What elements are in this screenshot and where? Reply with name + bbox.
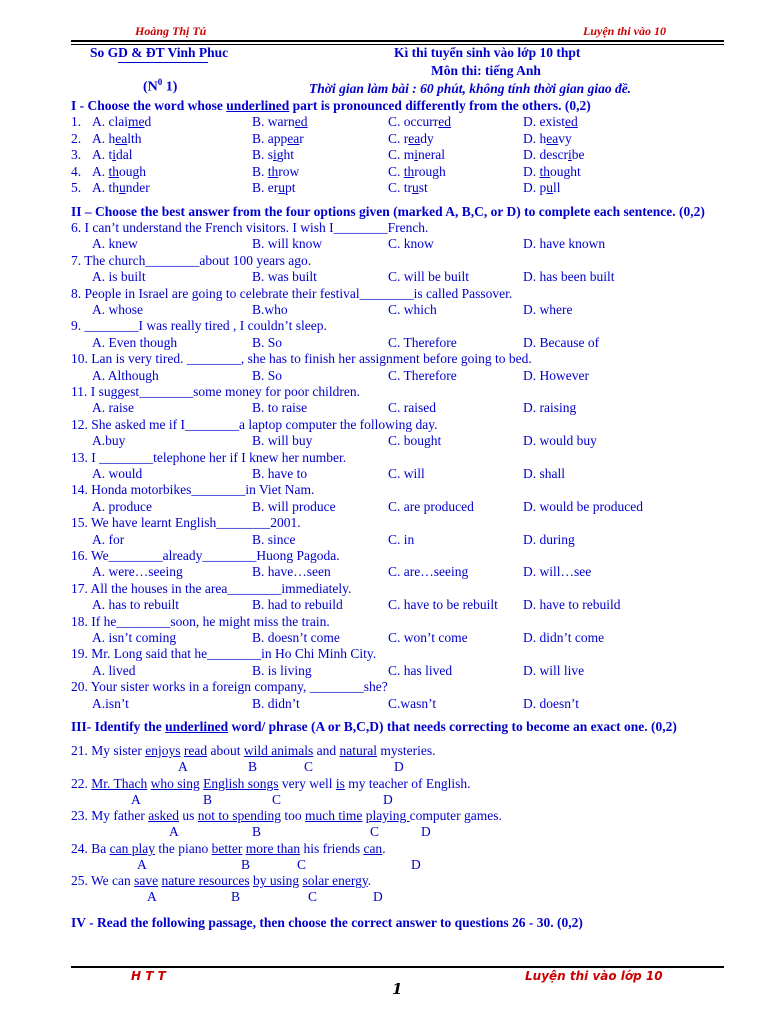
answer-option: A.buy — [92, 433, 126, 449]
section1-option: B. warned — [252, 114, 308, 129]
header-author: Hoàng Thị Tú — [135, 24, 207, 38]
dept-underline — [118, 62, 208, 63]
section1-item-number: 2. — [71, 130, 82, 146]
answer-option: C. which — [388, 302, 437, 317]
answer-option: A. raise — [92, 400, 134, 416]
answer-option: B. So — [252, 334, 283, 350]
question-text: 7. The church________about 100 years ago. — [71, 252, 312, 268]
section4-heading: IV - Read the following passage, then choose the correct answer to questions 26 - 30. (0,2) — [71, 915, 583, 930]
answer-option: C. will be built — [388, 269, 469, 285]
underlined-segment: much time — [305, 808, 363, 823]
section1-option: D. thought — [523, 163, 581, 179]
answer-option: D. doesn’t — [523, 695, 579, 711]
question-text: 20. Your sister works in a foreign company, ________she? — [71, 679, 388, 695]
error-sentence: 24. Ba can play the piano better more than his friends can. — [71, 841, 386, 856]
section1-option: A. thunder — [92, 180, 150, 195]
section1-option: B. throw — [252, 163, 300, 179]
question-text: 10. Lan is very tired. ________, she has to finish her assignment before going to bed. — [71, 351, 532, 367]
section1-option: B. sight — [252, 147, 295, 162]
answer-option: B. will buy — [252, 433, 313, 449]
choice-letter: D — [421, 824, 431, 839]
section1-option: C. occurred — [388, 114, 451, 129]
dept-name: So GD & ĐT Vinh Phuc — [90, 45, 229, 60]
answer-option: C. has lived — [388, 662, 453, 678]
section1-option: C. ready — [388, 130, 434, 146]
answer-option: A. whose — [92, 302, 143, 317]
underlined-segment: is — [335, 776, 345, 791]
answer-option: A.isn’t — [92, 695, 129, 711]
section1-option: D. heavy — [523, 130, 572, 146]
choice-letter: C — [272, 792, 282, 807]
choice-letter: B — [203, 792, 213, 807]
question-text: 13. I ________telephone her if I knew her number. — [71, 449, 347, 465]
exam-time: Thời gian làm bài : 60 phút, không tính thời gian giao đề. — [309, 81, 632, 96]
answer-option: A. knew — [92, 236, 138, 252]
choice-letter: C — [304, 759, 314, 774]
answer-option: D. didn’t come — [523, 630, 605, 645]
answer-option: D. raising — [523, 400, 577, 416]
question-text: 14. Honda motorbikes________in Viet Nam. — [71, 482, 315, 498]
answer-option: A. is built — [92, 269, 146, 285]
underlined-segment: can — [363, 841, 383, 856]
question-text: 6. I can’t understand the French visitors. I wish I________French. — [71, 220, 429, 235]
choice-letter: C — [297, 857, 307, 872]
section1-option: B. appear — [252, 130, 304, 146]
underlined-segment: playing — [365, 808, 410, 823]
answer-option: B. have…seen — [252, 564, 331, 580]
answer-option: B. since — [252, 531, 296, 547]
footer-initials: H T T — [131, 969, 166, 983]
choice-letter: B — [231, 889, 241, 904]
underlined-segment: read — [183, 743, 208, 758]
answer-option: B. will produce — [252, 498, 336, 514]
answer-option: D. during — [523, 531, 575, 547]
question-text: 8. People in Israel are going to celebrate their festival________is called Passover. — [71, 285, 513, 301]
underlined-segment: solar energy — [302, 873, 368, 888]
underlined-segment: English songs — [203, 776, 279, 791]
answer-option: C. in — [388, 531, 415, 547]
answer-option: D. However — [523, 367, 589, 383]
answer-option: A. were…seeing — [92, 564, 183, 580]
choice-letter: C — [370, 824, 380, 839]
underlined-segment: asked — [148, 808, 179, 823]
answer-option: D. has been built — [523, 269, 615, 285]
section1-option: A. though — [92, 163, 147, 179]
question-text: 16. We________already________Huong Pagoda. — [71, 548, 340, 563]
section1-option: C. mineral — [388, 147, 446, 162]
answer-option: C. will — [388, 466, 425, 481]
section1-item-number: 3. — [71, 147, 82, 162]
choice-letter: A — [147, 889, 157, 904]
section1-option: B. erupt — [252, 180, 296, 195]
header-rule-top — [71, 40, 724, 42]
answer-option: D. have to rebuild — [523, 597, 621, 613]
section1-option: A. health — [92, 130, 142, 146]
question-text: 12. She asked me if I________a laptop computer the following day. — [71, 416, 438, 432]
underlined-segment: not to spending — [197, 808, 281, 823]
choice-letter: D — [383, 792, 393, 807]
choice-letter: D — [411, 857, 421, 872]
question-text: 9. ________I was really tired , I couldn’t sleep. — [71, 318, 327, 334]
answer-option: D. will…see — [523, 564, 592, 580]
error-sentence: 25. We can save nature resources by using solar energy. — [71, 873, 372, 888]
underlined-segment: wild animals — [243, 743, 314, 758]
underlined-segment: enjoys — [145, 743, 181, 758]
answer-option: D. have known — [523, 236, 606, 252]
answer-option: C. raised — [388, 400, 436, 416]
underlined-segment: by using — [253, 873, 300, 888]
answer-option: A. Even though — [92, 334, 178, 350]
choice-letter: D — [373, 889, 383, 904]
answer-option: A. Although — [92, 367, 159, 383]
choice-letter: B — [248, 759, 258, 774]
footer-course: Luyện thi vào lớp 10 — [525, 969, 663, 983]
answer-option: D. would buy — [523, 433, 597, 449]
answer-option: B. have to — [252, 466, 308, 481]
answer-option: B. had to rebuild — [252, 597, 343, 613]
underlined-segment: can play — [109, 841, 155, 856]
answer-option: B. will know — [252, 236, 323, 252]
answer-option: B. is living — [252, 662, 312, 678]
answer-option: C. have to be rebuilt — [388, 597, 498, 613]
choice-letter: A — [169, 824, 179, 839]
choice-letter: A — [178, 759, 188, 774]
answer-option: C. are…seeing — [388, 564, 469, 580]
section1-heading: I - Choose the word whose underlined part is pronounced differently from the others. (0,2) — [71, 98, 591, 113]
header-course: Luyện thi vào 10 — [583, 24, 666, 38]
question-text: 15. We have learnt English________2001. — [71, 515, 301, 531]
choice-letter: B — [252, 824, 262, 839]
answer-option: A. has to rebuilt — [92, 597, 179, 613]
answer-option: D. will live — [523, 662, 585, 678]
choice-letter: A — [137, 857, 147, 872]
answer-option: C. are produced — [388, 498, 474, 514]
page-number: 1 — [392, 980, 403, 998]
section1-item-number: 4. — [71, 163, 82, 179]
section1-option: D. pull — [523, 180, 561, 195]
footer-rule — [71, 966, 724, 968]
answer-option: C. won’t come — [388, 630, 468, 645]
section1-option: C. trust — [388, 180, 428, 195]
section1-option: D. describe — [523, 147, 585, 162]
exam-number: ($N^0$ 1) — [143, 77, 178, 95]
answer-option: D. would be produced — [523, 498, 643, 514]
choice-letter: D — [394, 759, 404, 774]
section1-item-number: 5. — [71, 180, 82, 195]
underlined-segment: better — [211, 841, 243, 856]
section1-option: C. through — [388, 163, 446, 179]
answer-option: C. Therefore — [388, 367, 457, 383]
section1-option: A. claimed — [92, 114, 152, 129]
error-sentence: 21. My sister enjoys read about wild animals and natural mysteries. — [71, 743, 436, 758]
answer-option: B.who — [252, 302, 288, 317]
answer-option: C. Therefore — [388, 334, 457, 350]
answer-option: B. was built — [252, 269, 317, 285]
answer-option: B. to raise — [252, 400, 308, 416]
error-sentence: 23. My father asked us not to spending too much time playing computer games. — [71, 808, 502, 823]
question-text: 17. All the houses in the area________immediately. — [71, 580, 352, 596]
choice-letter: A — [131, 792, 141, 807]
answer-option: C. bought — [388, 433, 442, 449]
section1-item-number: 1. — [71, 114, 82, 129]
section1-option: D. existed — [523, 114, 578, 129]
answer-option: A. would — [92, 466, 143, 481]
question-text: 19. Mr. Long said that he________in Ho Chi Minh City. — [71, 646, 377, 662]
section2-heading: II – Choose the best answer from the four options given (marked A, B,C, or D) to complete each sentence. (0,2) — [71, 204, 705, 219]
answer-option: D. Because of — [523, 334, 600, 350]
answer-option: C.wasn’t — [388, 695, 437, 711]
exam-title: Kì thi tuyển sinh vào lớp 10 thpt — [394, 45, 581, 60]
answer-option: D. shall — [523, 466, 565, 481]
underlined-segment: more than — [245, 841, 301, 856]
question-text: 11. I suggest________some money for poor children. — [71, 384, 360, 399]
section3-heading: III- Identify the underlined word/ phrase (A or B,C,D) that needs correcting to become an exact one. (0,2) — [71, 719, 677, 734]
answer-option: B. didn’t — [252, 695, 300, 711]
answer-option: B. doesn’t come — [252, 630, 340, 645]
answer-option: A. isn’t coming — [92, 630, 177, 645]
answer-option: A. for — [92, 531, 125, 547]
exam-subject: Môn thi: tiếng Anh — [431, 63, 541, 78]
answer-option: B. So — [252, 367, 283, 383]
choice-letter: B — [241, 857, 251, 872]
underlined-segment: save — [134, 873, 159, 888]
answer-option: A. lived — [92, 662, 136, 678]
underlined-segment: natural — [339, 743, 377, 758]
answer-option: A. produce — [92, 498, 152, 514]
answer-option: C. know — [388, 236, 434, 252]
question-text: 18. If he________soon, he might miss the train. — [71, 613, 330, 629]
choice-letter: C — [308, 889, 318, 904]
underlined-segment: Mr. Thach — [91, 776, 148, 791]
underlined-segment: who sing — [150, 776, 200, 791]
underlined-segment: nature resources — [161, 873, 250, 888]
error-sentence: 22. Mr. Thach who sing English songs very well is my teacher of English. — [71, 776, 471, 791]
section1-option: A. tidal — [92, 147, 133, 162]
answer-option: D. where — [523, 302, 573, 317]
